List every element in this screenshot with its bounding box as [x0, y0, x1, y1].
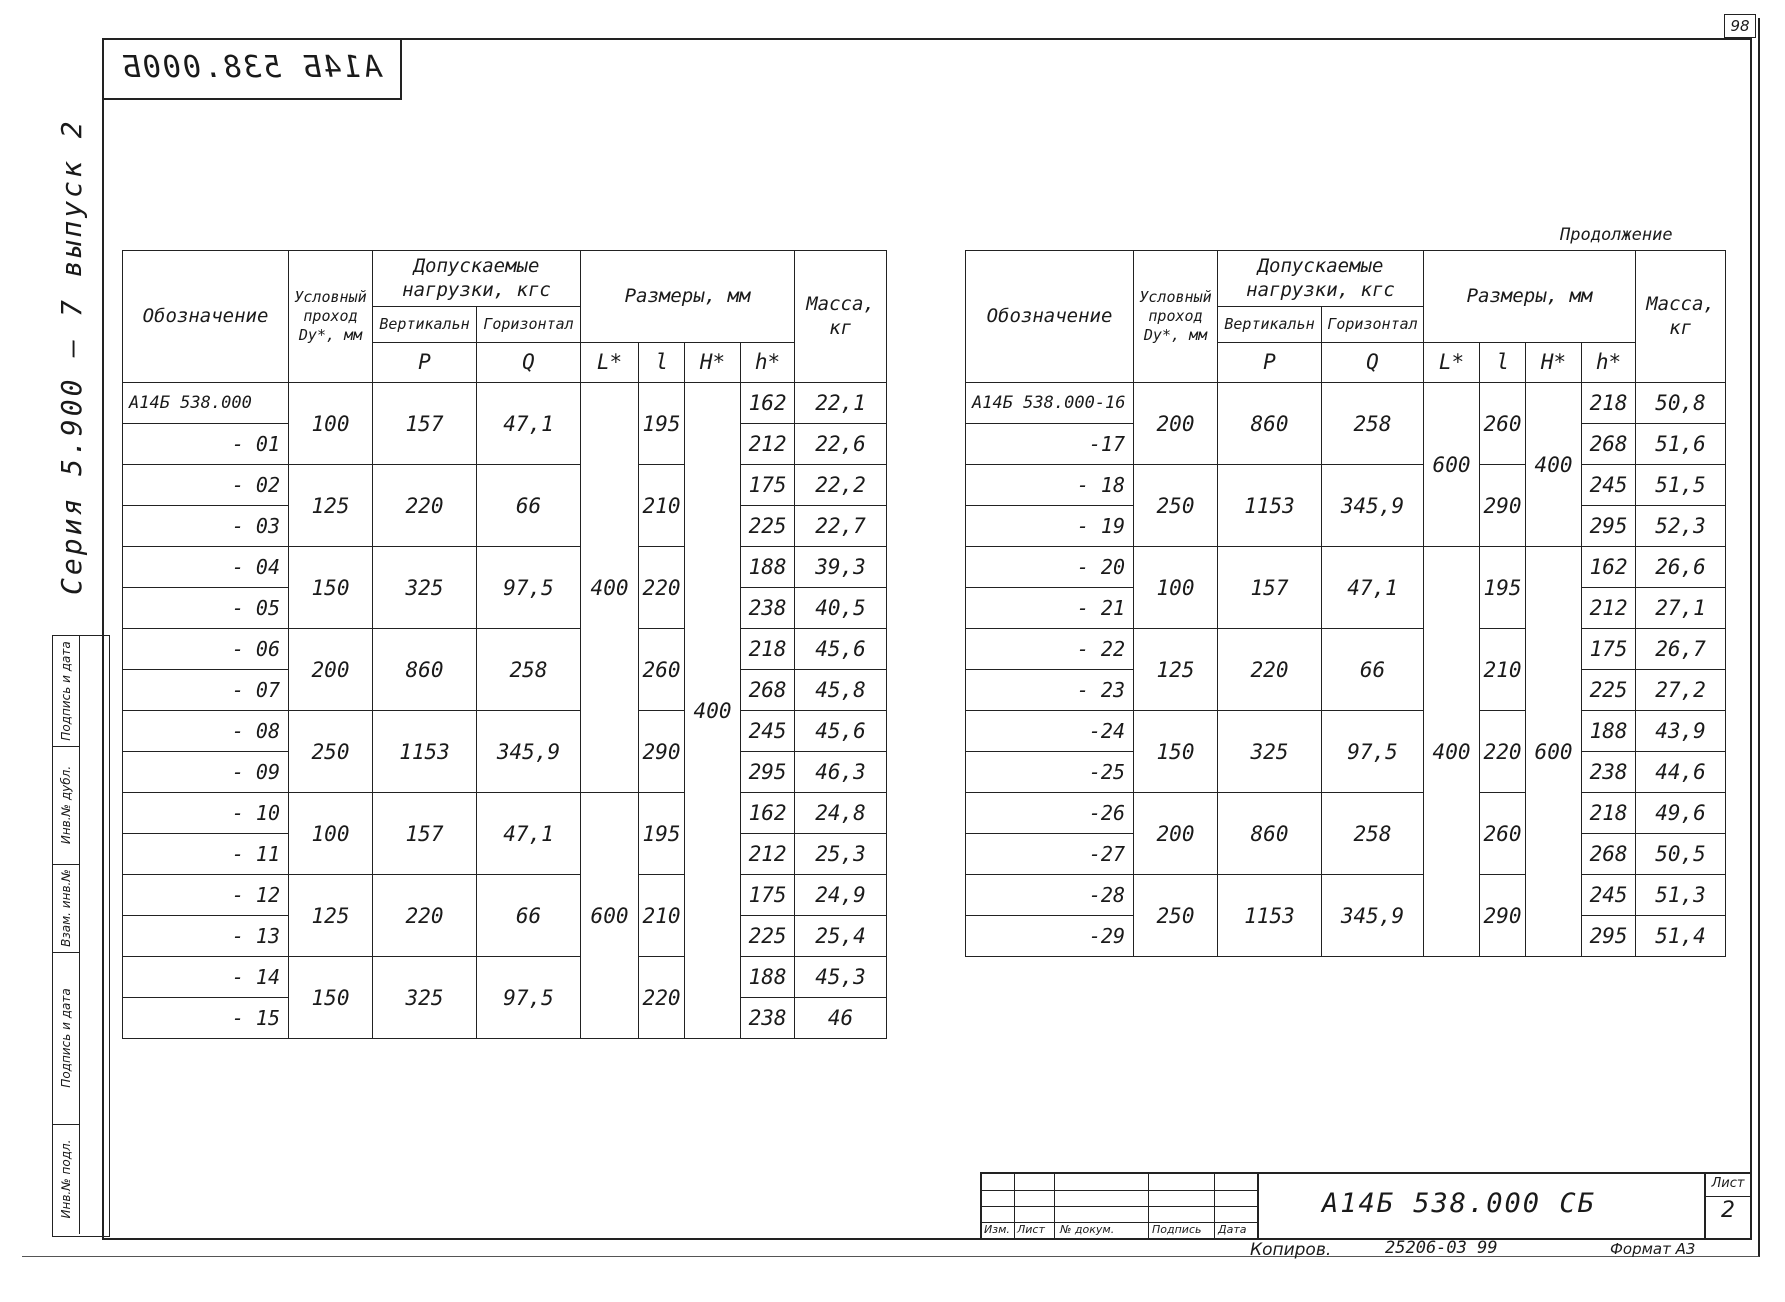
cell-l: 220 [639, 547, 685, 629]
header-mass: Масса, кг [1636, 251, 1726, 383]
table-row-designation: - 11 [123, 834, 289, 875]
cell-h: 212 [1582, 588, 1636, 629]
label-signature: Подпись [1152, 1223, 1202, 1236]
cell-mass: 26,6 [1636, 547, 1726, 588]
cell-p: 860 [1218, 793, 1322, 875]
cell-dy: 100 [1134, 547, 1218, 629]
cell-mass: 46,3 [795, 752, 887, 793]
revision-strip [52, 635, 110, 1237]
cell-mass: 27,2 [1636, 670, 1726, 711]
header-h: h* [1582, 343, 1636, 383]
cell-p: 860 [373, 629, 477, 711]
cell-q: 97,5 [477, 957, 581, 1039]
cell-dy: 200 [1134, 793, 1218, 875]
table-row-designation: - 21 [966, 588, 1134, 629]
cell-mass: 39,3 [795, 547, 887, 588]
label-date: Дата [1218, 1223, 1247, 1236]
table-row-designation: - 14 [123, 957, 289, 998]
cell-L: 400 [581, 383, 639, 793]
cell-mass: 44,6 [1636, 752, 1726, 793]
order-number: 25206-03 99 [1385, 1238, 1498, 1258]
table-row-designation: - 13 [123, 916, 289, 957]
cell-q: 66 [477, 465, 581, 547]
table-row-designation: - 06 [123, 629, 289, 670]
label-change: Изм. [984, 1223, 1010, 1236]
cell-H: 400 [1526, 383, 1582, 547]
label-doc-no: № докум. [1060, 1223, 1115, 1236]
table-row-designation: -29 [966, 916, 1134, 957]
cell-h: 212 [741, 424, 795, 465]
continuation-label: Продолжение [1560, 225, 1673, 245]
cell-q: 66 [477, 875, 581, 957]
cell-l: 210 [639, 875, 685, 957]
table-row-designation: -28 [966, 875, 1134, 916]
table-row-designation: - 18 [966, 465, 1134, 506]
header-dimensions: Размеры, мм [1424, 251, 1636, 343]
cell-h: 212 [741, 834, 795, 875]
cell-mass: 22,2 [795, 465, 887, 506]
revision-grid [982, 1174, 1259, 1238]
cell-mass: 45,8 [795, 670, 887, 711]
cell-mass: 45,6 [795, 711, 887, 752]
cell-dy: 200 [1134, 383, 1218, 465]
cell-dy: 125 [289, 465, 373, 547]
cell-p: 325 [373, 547, 477, 629]
cell-l: 195 [639, 383, 685, 465]
cell-dy: 250 [1134, 465, 1218, 547]
table-row-designation: - 10 [123, 793, 289, 834]
header-vertical: Вертикальн [373, 307, 477, 343]
cell-q: 258 [1322, 383, 1424, 465]
header-loads: Допускаемые нагрузки, кгс [373, 251, 581, 307]
cell-p: 1153 [1218, 465, 1322, 547]
cell-p: 325 [1218, 711, 1322, 793]
header-nominal-bore: Условный проход Dу*, мм [289, 251, 373, 383]
sheet-label: Лист [1706, 1176, 1750, 1197]
header-l: l [639, 343, 685, 383]
cell-h: 295 [741, 752, 795, 793]
cell-mass: 52,3 [1636, 506, 1726, 547]
cell-q: 47,1 [477, 383, 581, 465]
cell-p: 157 [1218, 547, 1322, 629]
cell-q: 345,9 [477, 711, 581, 793]
cell-q: 345,9 [1322, 875, 1424, 957]
sheet-number: 2 [1721, 1198, 1735, 1223]
top-stamp-text: А14Б 538.000Б [120, 50, 382, 85]
cell-mass: 43,9 [1636, 711, 1726, 752]
table-row-designation: - 02 [123, 465, 289, 506]
cell-mass: 50,8 [1636, 383, 1726, 424]
header-horizontal: Горизонтал [477, 307, 581, 343]
cell-dy: 150 [289, 547, 373, 629]
cell-l: 260 [1480, 793, 1526, 875]
cell-mass: 51,5 [1636, 465, 1726, 506]
cell-dy: 250 [1134, 875, 1218, 957]
cell-l: 195 [639, 793, 685, 875]
header-horizontal: Горизонтал [1322, 307, 1424, 343]
sheet-box [1704, 1174, 1750, 1238]
cell-mass: 51,6 [1636, 424, 1726, 465]
format-label: Формат А3 [1610, 1240, 1696, 1258]
cell-mass: 45,6 [795, 629, 887, 670]
spec-table-right [965, 250, 1726, 957]
header-H: H* [685, 343, 741, 383]
header-loads: Допускаемые нагрузки, кгс [1218, 251, 1424, 307]
cell-l: 220 [1480, 711, 1526, 793]
cell-p: 860 [1218, 383, 1322, 465]
cell-mass: 50,5 [1636, 834, 1726, 875]
cell-h: 245 [1582, 875, 1636, 916]
cell-h: 162 [741, 383, 795, 424]
cell-h: 268 [1582, 834, 1636, 875]
cell-dy: 150 [289, 957, 373, 1039]
table-row-designation: -27 [966, 834, 1134, 875]
cell-mass: 24,8 [795, 793, 887, 834]
cell-L: 600 [581, 793, 639, 1039]
cell-mass: 22,1 [795, 383, 887, 424]
cell-l: 210 [1480, 629, 1526, 711]
cell-h: 268 [741, 670, 795, 711]
cell-q: 345,9 [1322, 465, 1424, 547]
cell-h: 295 [1582, 916, 1636, 957]
strip-cell: Взам. инв.№ [53, 864, 80, 953]
table-row-designation: А14Б 538.000-16 [966, 383, 1134, 424]
header-L: L* [1424, 343, 1480, 383]
table-row-designation: - 23 [966, 670, 1134, 711]
cell-mass: 45,3 [795, 957, 887, 998]
cell-mass: 51,3 [1636, 875, 1726, 916]
cell-l: 195 [1480, 547, 1526, 629]
cell-dy: 150 [1134, 711, 1218, 793]
cell-h: 162 [741, 793, 795, 834]
table-row-designation: - 07 [123, 670, 289, 711]
series-label: Серия 5.900 — 7 выпуск 2 [55, 118, 88, 595]
table-row-designation: -25 [966, 752, 1134, 793]
cell-h: 295 [1582, 506, 1636, 547]
cell-h: 218 [1582, 383, 1636, 424]
cell-l: 220 [639, 957, 685, 1039]
cell-h: 188 [1582, 711, 1636, 752]
cell-p: 220 [373, 875, 477, 957]
cell-h: 238 [741, 588, 795, 629]
cell-h: 238 [741, 998, 795, 1039]
cell-q: 47,1 [1322, 547, 1424, 629]
spec-table-left [122, 250, 887, 1039]
cell-h: 225 [741, 506, 795, 547]
cell-p: 1153 [373, 711, 477, 793]
cell-l: 290 [639, 711, 685, 793]
cell-q: 47,1 [477, 793, 581, 875]
cell-l: 290 [1480, 465, 1526, 547]
cell-dy: 100 [289, 383, 373, 465]
cell-mass: 46 [795, 998, 887, 1039]
header-vertical: Вертикальн [1218, 307, 1322, 343]
header-h: h* [741, 343, 795, 383]
table-row-designation: -24 [966, 711, 1134, 752]
cell-dy: 250 [289, 711, 373, 793]
header-p: P [373, 343, 477, 383]
table-row-designation: -26 [966, 793, 1134, 834]
cell-l: 210 [639, 465, 685, 547]
table-row-designation: - 20 [966, 547, 1134, 588]
cell-H: 600 [1526, 547, 1582, 957]
header-p: P [1218, 343, 1322, 383]
header-dimensions: Размеры, мм [581, 251, 795, 343]
cell-q: 97,5 [1322, 711, 1424, 793]
table-row-designation: - 22 [966, 629, 1134, 670]
strip-cell: Подпись и дата [53, 952, 80, 1125]
cell-mass: 40,5 [795, 588, 887, 629]
cell-mass: 22,7 [795, 506, 887, 547]
cell-l: 260 [639, 629, 685, 711]
cell-mass: 22,6 [795, 424, 887, 465]
cell-q: 258 [1322, 793, 1424, 875]
cell-q: 258 [477, 629, 581, 711]
cell-dy: 100 [289, 793, 373, 875]
cell-H: 400 [685, 383, 741, 1039]
header-H: H* [1526, 343, 1582, 383]
strip-cell: Инв.№ дубл. [53, 746, 80, 865]
table-row-designation: - 03 [123, 506, 289, 547]
cell-h: 225 [741, 916, 795, 957]
cell-h: 238 [1582, 752, 1636, 793]
header-q: Q [1322, 343, 1424, 383]
cell-p: 325 [373, 957, 477, 1039]
cell-dy: 200 [289, 629, 373, 711]
title-block [980, 1172, 1750, 1238]
copied-label: Копиров. [1250, 1240, 1332, 1260]
cell-h: 225 [1582, 670, 1636, 711]
top-stamp [102, 38, 402, 100]
cell-mass: 24,9 [795, 875, 887, 916]
cell-l: 260 [1480, 383, 1526, 465]
cell-h: 268 [1582, 424, 1636, 465]
table-row-designation: - 04 [123, 547, 289, 588]
cell-p: 157 [373, 793, 477, 875]
table-row-designation: -17 [966, 424, 1134, 465]
page-number: 98 [1724, 14, 1756, 38]
cell-h: 218 [1582, 793, 1636, 834]
label-sheet: Лист [1017, 1223, 1045, 1236]
cell-h: 245 [1582, 465, 1636, 506]
cell-p: 157 [373, 383, 477, 465]
cell-h: 175 [741, 465, 795, 506]
table-row-designation: А14Б 538.000 [123, 383, 289, 424]
cell-L: 400 [1424, 547, 1480, 957]
cell-dy: 125 [289, 875, 373, 957]
cell-p: 220 [373, 465, 477, 547]
cell-h: 175 [1582, 629, 1636, 670]
strip-cell: Подпись и дата [53, 636, 80, 747]
cell-h: 162 [1582, 547, 1636, 588]
table-row-designation: - 08 [123, 711, 289, 752]
table-row-designation: - 01 [123, 424, 289, 465]
header-L: L* [581, 343, 639, 383]
cell-h: 175 [741, 875, 795, 916]
cell-dy: 125 [1134, 629, 1218, 711]
table-row-designation: - 12 [123, 875, 289, 916]
header-l: l [1480, 343, 1526, 383]
cell-mass: 25,3 [795, 834, 887, 875]
strip-cell: Инв.№ подл. [53, 1124, 80, 1234]
header-mass: Масса, кг [795, 251, 887, 383]
cell-p: 1153 [1218, 875, 1322, 957]
header-designation: Обозначение [966, 251, 1134, 383]
cell-mass: 25,4 [795, 916, 887, 957]
cell-l: 290 [1480, 875, 1526, 957]
header-nominal-bore: Условный проход Dу*, мм [1134, 251, 1218, 383]
cell-h: 188 [741, 957, 795, 998]
cell-mass: 49,6 [1636, 793, 1726, 834]
cell-mass: 27,1 [1636, 588, 1726, 629]
header-designation: Обозначение [123, 251, 289, 383]
cell-mass: 26,7 [1636, 629, 1726, 670]
table-row-designation: - 19 [966, 506, 1134, 547]
cell-q: 97,5 [477, 547, 581, 629]
table-row-designation: - 09 [123, 752, 289, 793]
cell-p: 220 [1218, 629, 1322, 711]
table-row-designation: - 15 [123, 998, 289, 1039]
cell-h: 218 [741, 629, 795, 670]
cell-h: 245 [741, 711, 795, 752]
cell-L: 600 [1424, 383, 1480, 547]
cell-q: 66 [1322, 629, 1424, 711]
header-q: Q [477, 343, 581, 383]
cell-mass: 51,4 [1636, 916, 1726, 957]
table-row-designation: - 05 [123, 588, 289, 629]
cell-h: 188 [741, 547, 795, 588]
document-code: А14Б 538.000 СБ [1322, 1188, 1596, 1219]
